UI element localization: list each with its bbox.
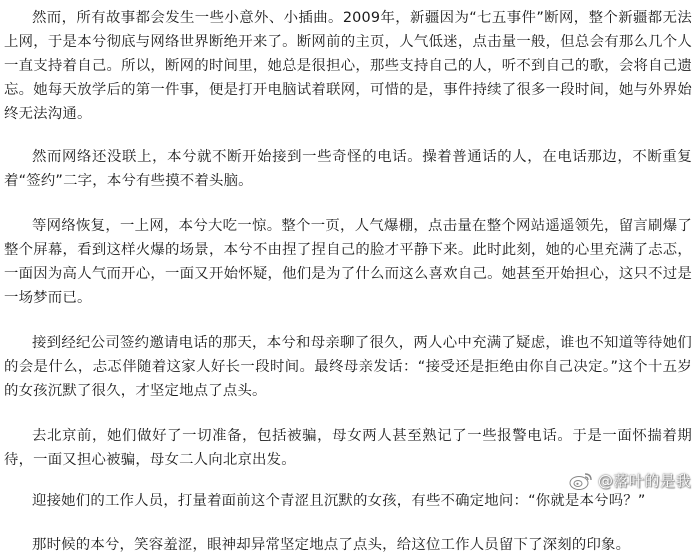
article-paragraph-6: 迎接她们的工作人员，打量着面前这个青涩且沉默的女孩，有些不确定地问：“你就是本兮吗？” [32,493,646,509]
article-paragraph-3: 等网络恢复，一上网，本兮大吃一惊。整个一页，人气爆棚，点击量在整个网站遥遥领先，留言刷爆了整个屏幕，看到这样火爆的场景，本兮不由捏了捏自己的脸才平静下来。此时此刻，她的心里充满了忐忑，一面因为高人气而开心，一面又开始怀疑，他们是为了什么而这么喜欢自己。她甚至开始担心，这只不过是一场梦而已。 [4,218,692,306]
watermark-text: @落叶的是我 [597,472,691,490]
article-paragraph-4: 接到经纪公司签约邀请电话的那天，本兮和母亲聊了很久，两人心中充满了疑虑，谁也不知道等待她们的会是什么，忐忑伴随着这家人好长一段时间。最终母亲发话：“接受还是拒绝由你自己决定。”这个十五岁的女孩沉默了很久，才坚定地点了点头。 [4,335,692,399]
article-paragraph-2: 然而网络还没联上，本兮就不断开始接到一些奇怪的电话。操着普通话的人，在电话那边，不断重复着“签约”二字，本兮有些摸不着头脑。 [4,149,692,189]
article-paragraph-7: 那时候的本兮，笑容羞涩，眼神却异常坚定地点了点头，给这位工作人员留下了深刻的印象。 [32,537,631,553]
article-body [4,0,692,557]
article-paragraph-5: 去北京前，她们做好了一切准备，包括被骗，母女两人甚至熟记了一些报警电话。于是一面怀揣着期待，一面又担心被骗，母女二人向北京出发。 [4,428,692,468]
article-paragraph-1: 然而，所有故事都会发生一些小意外、小插曲。2009年，新疆因为“七五事件”断网，整个新疆都无法上网，于是本兮彻底与网络世界断绝开来了。断网前的主页，人气低迷，点击量一般，但总会有那么几个人一直支持着自己。所以，断网的时间里，她总是很担心，那些支持自己的人，听不到自己的歌，会将自己遗忘。她每天放学后的第一件事，便是打开电脑试着联网，可惜的是，事件持续了很多一段时间，她与外界始终无法沟通。 [4,10,692,122]
